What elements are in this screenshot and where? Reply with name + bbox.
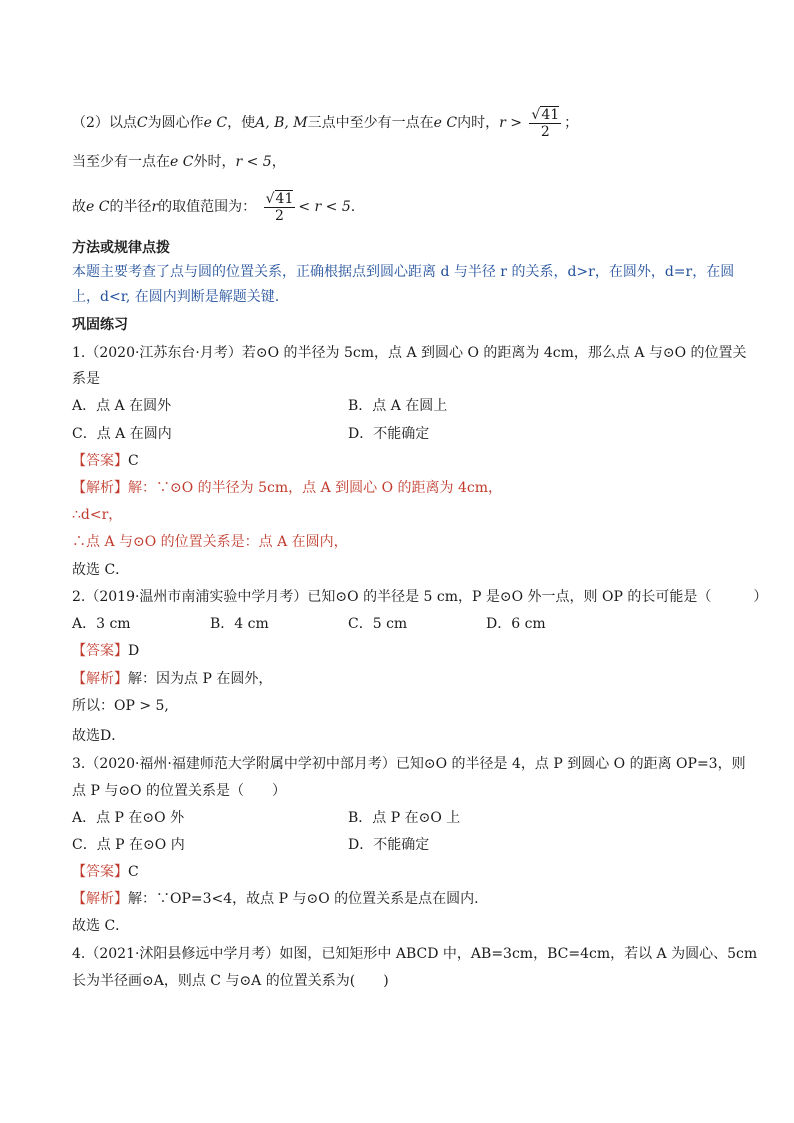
q1-stem-line2: 系是 — [72, 371, 100, 387]
q3-option-a: A．点 P 在⊙O 外 — [72, 810, 185, 826]
method-title: 方法或规律点拨 — [72, 240, 170, 256]
practice-title: 巩固练习 — [72, 317, 128, 333]
q2-analysis-line3: 故选D． — [72, 728, 126, 744]
q1-stem-line1: 1.（2020·江苏东台·月考）若⊙O 的半径为 5cm，点 A 到圆心 O 的距离为 4cm，那么点 A 与⊙O 的位置关 — [72, 345, 747, 361]
q1-option-b: B．点 A 在圆上 — [348, 398, 448, 414]
q4-stem-line1: 4.（2021·沭阳县修远中学月考）如图，已知矩形中 ABCD 中，AB=3cm，BC=4cm，若以 A 为圆心、5cm — [72, 946, 758, 962]
q2-option-b: B．4 cm — [210, 616, 269, 632]
sqrt41-over-2-range: $\frac{√41}{2}$ — [265, 191, 294, 224]
part2-line3: 故e C的半径r的取值范围为： $\frac{√41}{2}$ < r < 5. — [72, 191, 356, 224]
q1-analysis-line4: 故选 C． — [72, 562, 130, 578]
q1-option-d: D．不能确定 — [348, 426, 430, 442]
q3-option-b: B．点 P 在⊙O 上 — [348, 810, 461, 826]
method-line1: 本题主要考查了点与圆的位置关系，正确根据点到圆心距离 d 与半径 r 的关系，d>r，在圆外，d=r，在圆 — [72, 264, 735, 280]
q2-analysis-line1: 【解析】解：因为点 P 在圆外， — [72, 671, 273, 687]
q1-option-a: A．点 A 在圆外 — [72, 398, 172, 414]
q1-option-c: C．点 A 在圆内 — [72, 426, 172, 442]
part2-line2: 当至少有一点在e C外时，r < 5， — [72, 154, 286, 170]
sqrt41-over-2: $\frac{√41}{2}$ — [531, 107, 560, 140]
q2-stem: 2.（2019·温州市南浦实验中学月考）已知⊙O 的半径是 5 cm，P 是⊙O 外一点，则 OP 的长可能是（ ） — [72, 589, 768, 605]
q3-option-c: C．点 P 在⊙O 内 — [72, 837, 185, 853]
q4-stem-line2: 长为半径画⊙A，则点 C 与⊙A 的位置关系为( ) — [72, 973, 389, 989]
q2-answer: 【答案】D — [72, 643, 140, 659]
q3-analysis-line2: 故选 C． — [72, 918, 130, 934]
q3-stem-line2: 点 P 与⊙O 的位置关系是（ ） — [72, 783, 286, 799]
method-line2: 上，d<r, 在圆内判断是解题关键. — [72, 289, 280, 305]
q3-analysis-line1: 【解析】解：∵OP=3<4，故点 P 与⊙O 的位置关系是点在圆内. — [72, 891, 479, 907]
q3-option-d: D．不能确定 — [348, 837, 430, 853]
q1-analysis-line3: ∴点 A 与⊙O 的位置关系是：点 A 在圆内， — [72, 534, 348, 550]
q2-option-d: D．6 cm — [486, 616, 546, 632]
q1-answer: 【答案】C — [72, 453, 139, 469]
q2-analysis-line2: 所以：OP > 5, — [72, 698, 169, 714]
q2-option-a: A．3 cm — [72, 616, 131, 632]
q2-option-c: C．5 cm — [348, 616, 408, 632]
q1-analysis-line2: ∴d<r， — [72, 507, 123, 523]
q3-answer: 【答案】C — [72, 864, 139, 880]
q3-stem-line1: 3.（2020·福州·福建师范大学附属中学初中部月考）已知⊙O 的半径是 4，点 P 到圆心 O 的距离 OP=3，则 — [72, 756, 746, 772]
part2-line1: （2）以点C为圆心作e C，使A, B, M三点中至少有一点在e C内时，r > $\frac{√41}{2}$ ； — [72, 107, 579, 140]
q1-analysis-line1: 【解析】解：∵⊙O 的半径为 5cm，点 A 到圆心 O 的距离为 4cm， — [72, 480, 502, 496]
